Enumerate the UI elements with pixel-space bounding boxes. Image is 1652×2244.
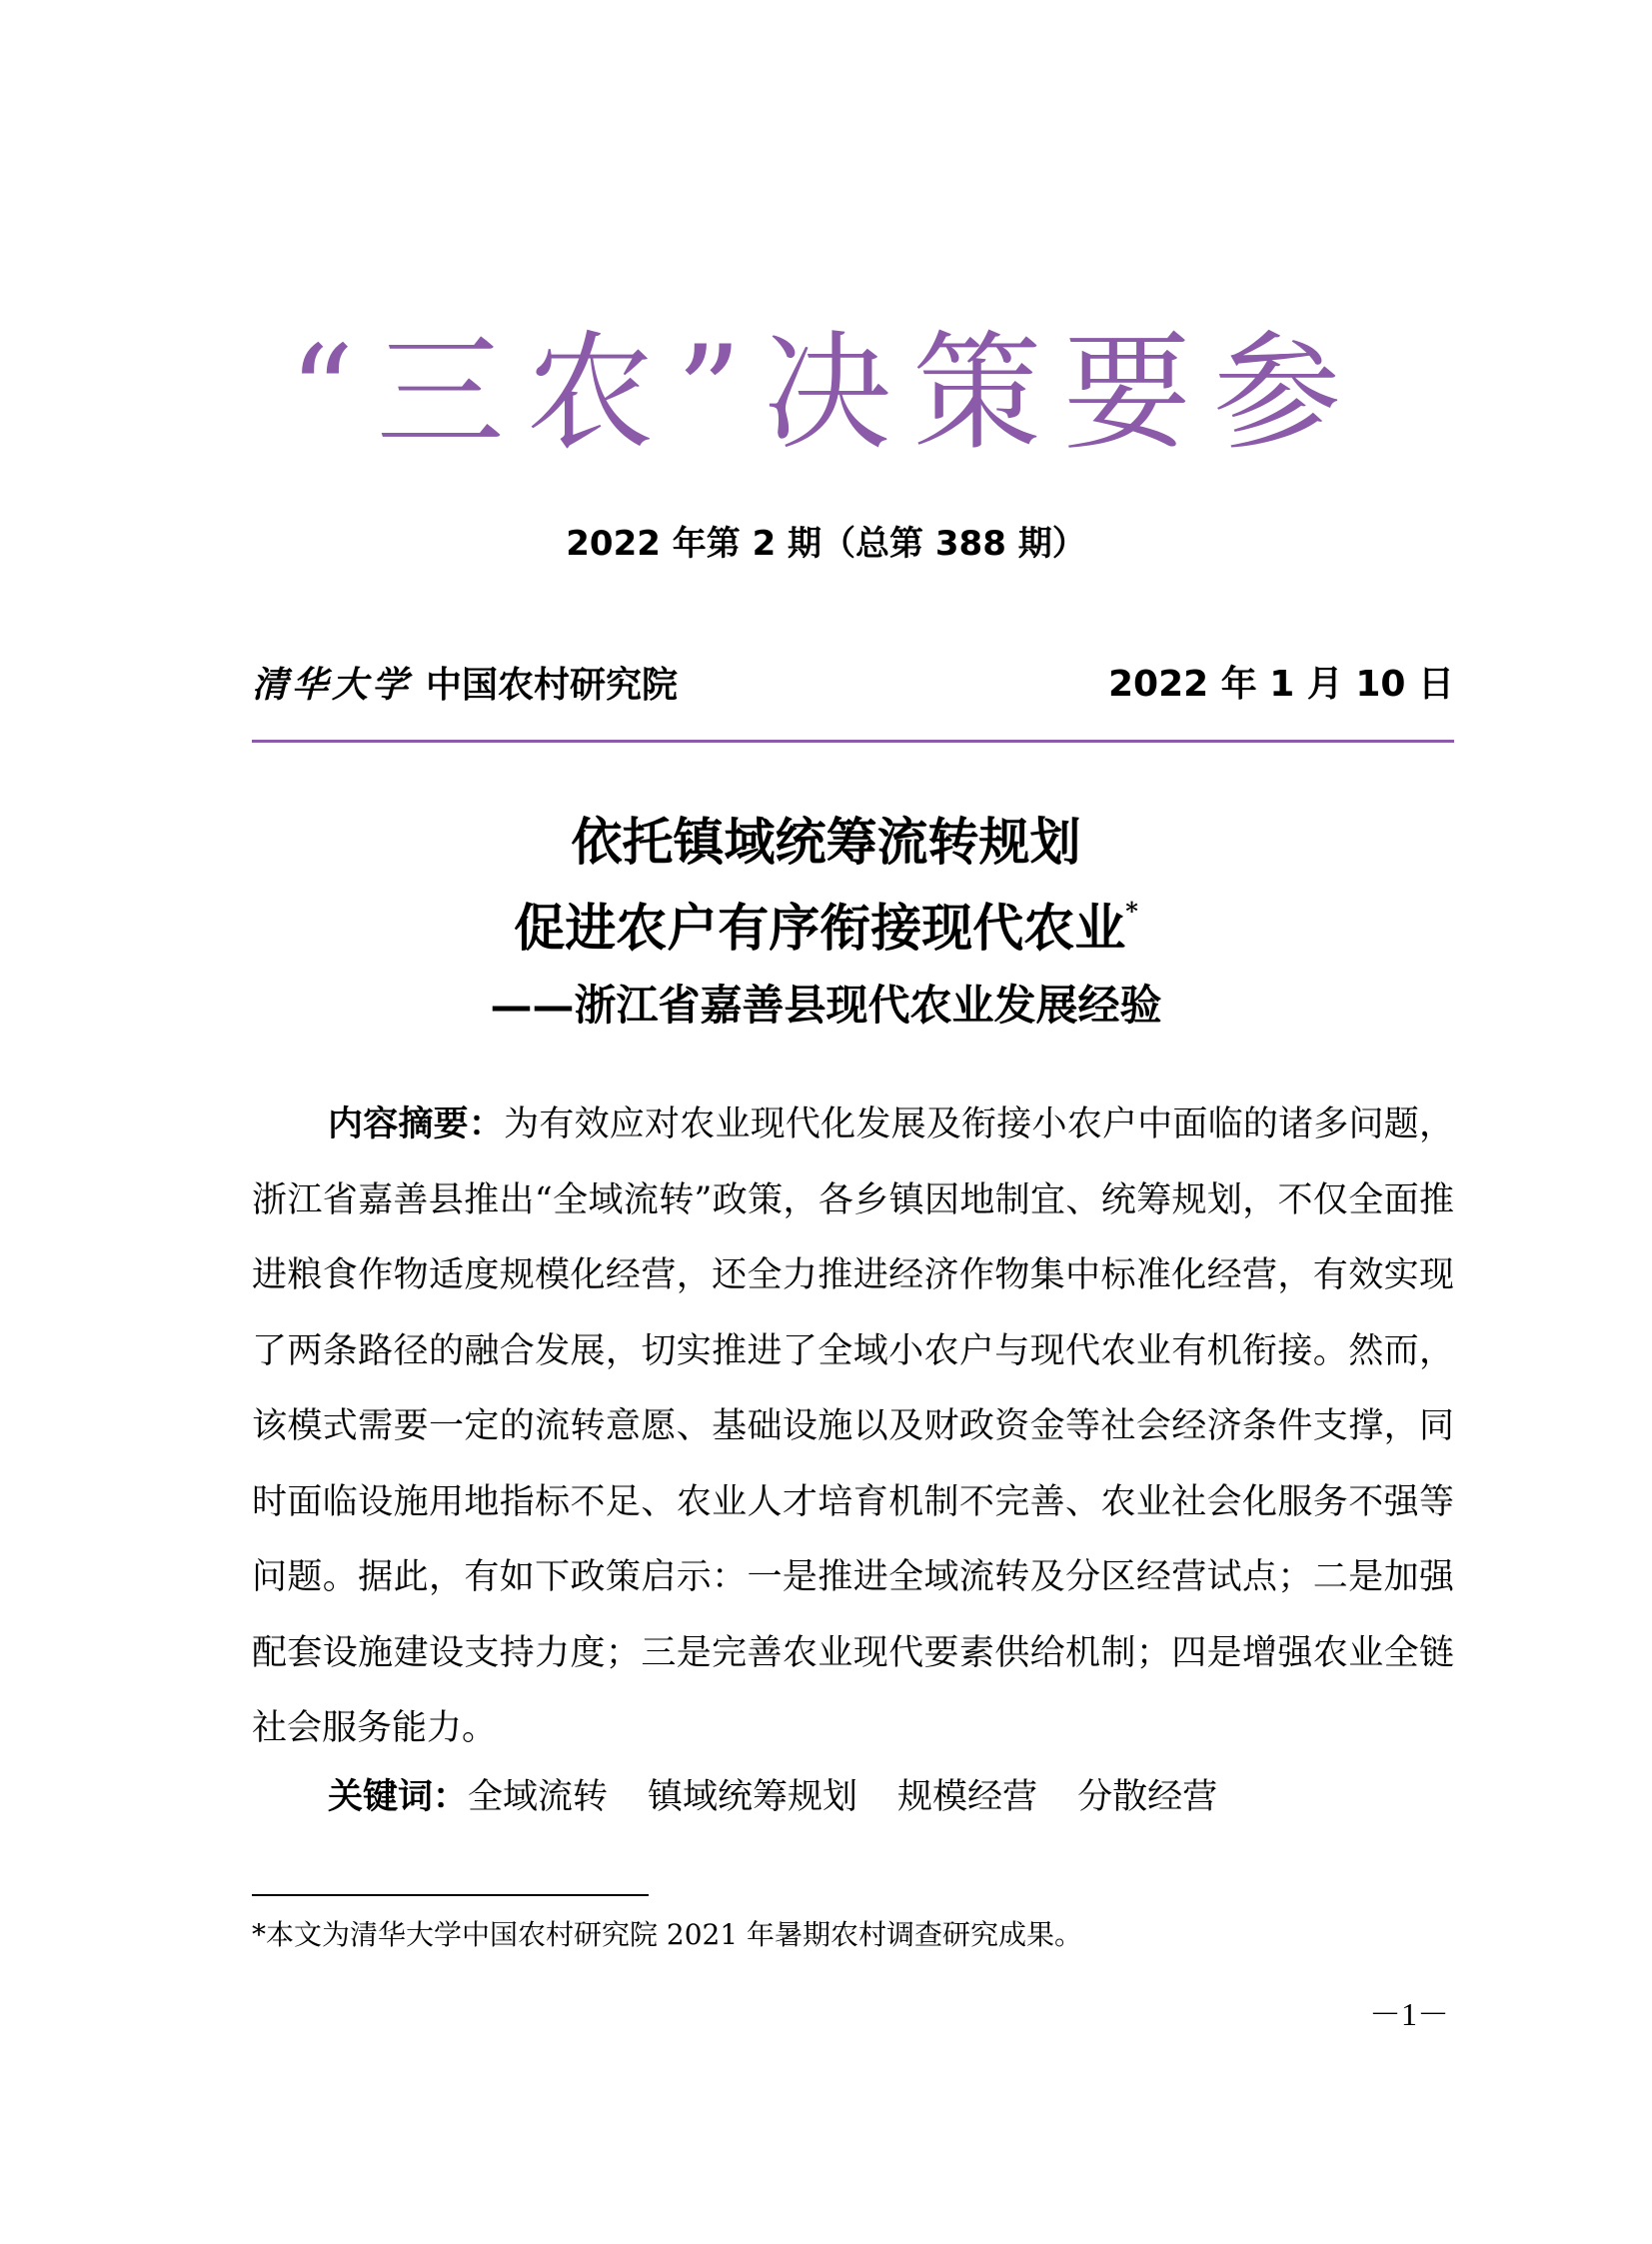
institute-name: 中国农村研究院 bbox=[426, 665, 679, 706]
abstract-label: 内容摘要： bbox=[328, 1105, 505, 1144]
abstract-text: 为有效应对农业现代化发展及衔接小农户中面临的诸多问题，浙江省嘉善县推出“全域流转”政策，各乡镇因地制宜、统筹规划，不仅全面推进粮食作物适度规模化经营，还全力推进经济作物集中标准化经营，有效实现了两条路径的融合发展，切实推进了全域小农户与现代农业有机衔接。然而，该模式需要一定的流转意愿、基础设施以及财政资金等社会经济条件支撑，同时面临设施用地指标不足、农业人才培育机制不完善、农业社会化服务不强等问题。据此，有如下政策启示：一是推进全域流转及分区经营试点；二是加强配套设施建设支持力度；三是完善农业现代要素供给机制；四是增强农业全链社会服务能力。 bbox=[252, 1105, 1454, 1748]
publication-date: 2022 年 1 月 10 日 bbox=[1107, 664, 1454, 705]
article-title-line-2-text: 促进农户有序衔接现代农业 bbox=[514, 899, 1126, 959]
footnote: *本文为清华大学中国农村研究院 2021 年暑期农村调查研究成果。 bbox=[252, 1918, 1083, 1951]
keywords-label: 关键词： bbox=[328, 1777, 469, 1817]
article-title-line-1: 依托镇域统筹流转规划 bbox=[571, 813, 1081, 873]
article-title-line-2 bbox=[0, 897, 1652, 959]
masthead-title: “三农”决策要参 bbox=[289, 319, 1363, 468]
keyword-item: 镇域统筹规划 bbox=[648, 1777, 858, 1817]
article-subtitle: ——浙江省嘉善县现代农业发展经验 bbox=[490, 981, 1162, 1030]
keyword-item: 规模经营 bbox=[897, 1777, 1038, 1817]
footnote-divider bbox=[252, 1894, 649, 1896]
publisher-row bbox=[252, 660, 1454, 710]
header-divider bbox=[252, 740, 1454, 743]
publisher bbox=[252, 660, 678, 717]
keyword-item: 全域流转 bbox=[468, 1777, 609, 1817]
title-footnote-marker: * bbox=[1125, 897, 1138, 926]
keywords-line bbox=[328, 1767, 1217, 1827]
keyword-item: 分散经营 bbox=[1077, 1777, 1218, 1817]
university-logo-text: 清华大学 bbox=[252, 664, 413, 706]
issue-number: 2022 年第 2 期（总第 388 期） bbox=[566, 524, 1086, 564]
abstract-paragraph bbox=[252, 1088, 1454, 1767]
page-number: －1－ bbox=[1368, 1996, 1449, 2032]
